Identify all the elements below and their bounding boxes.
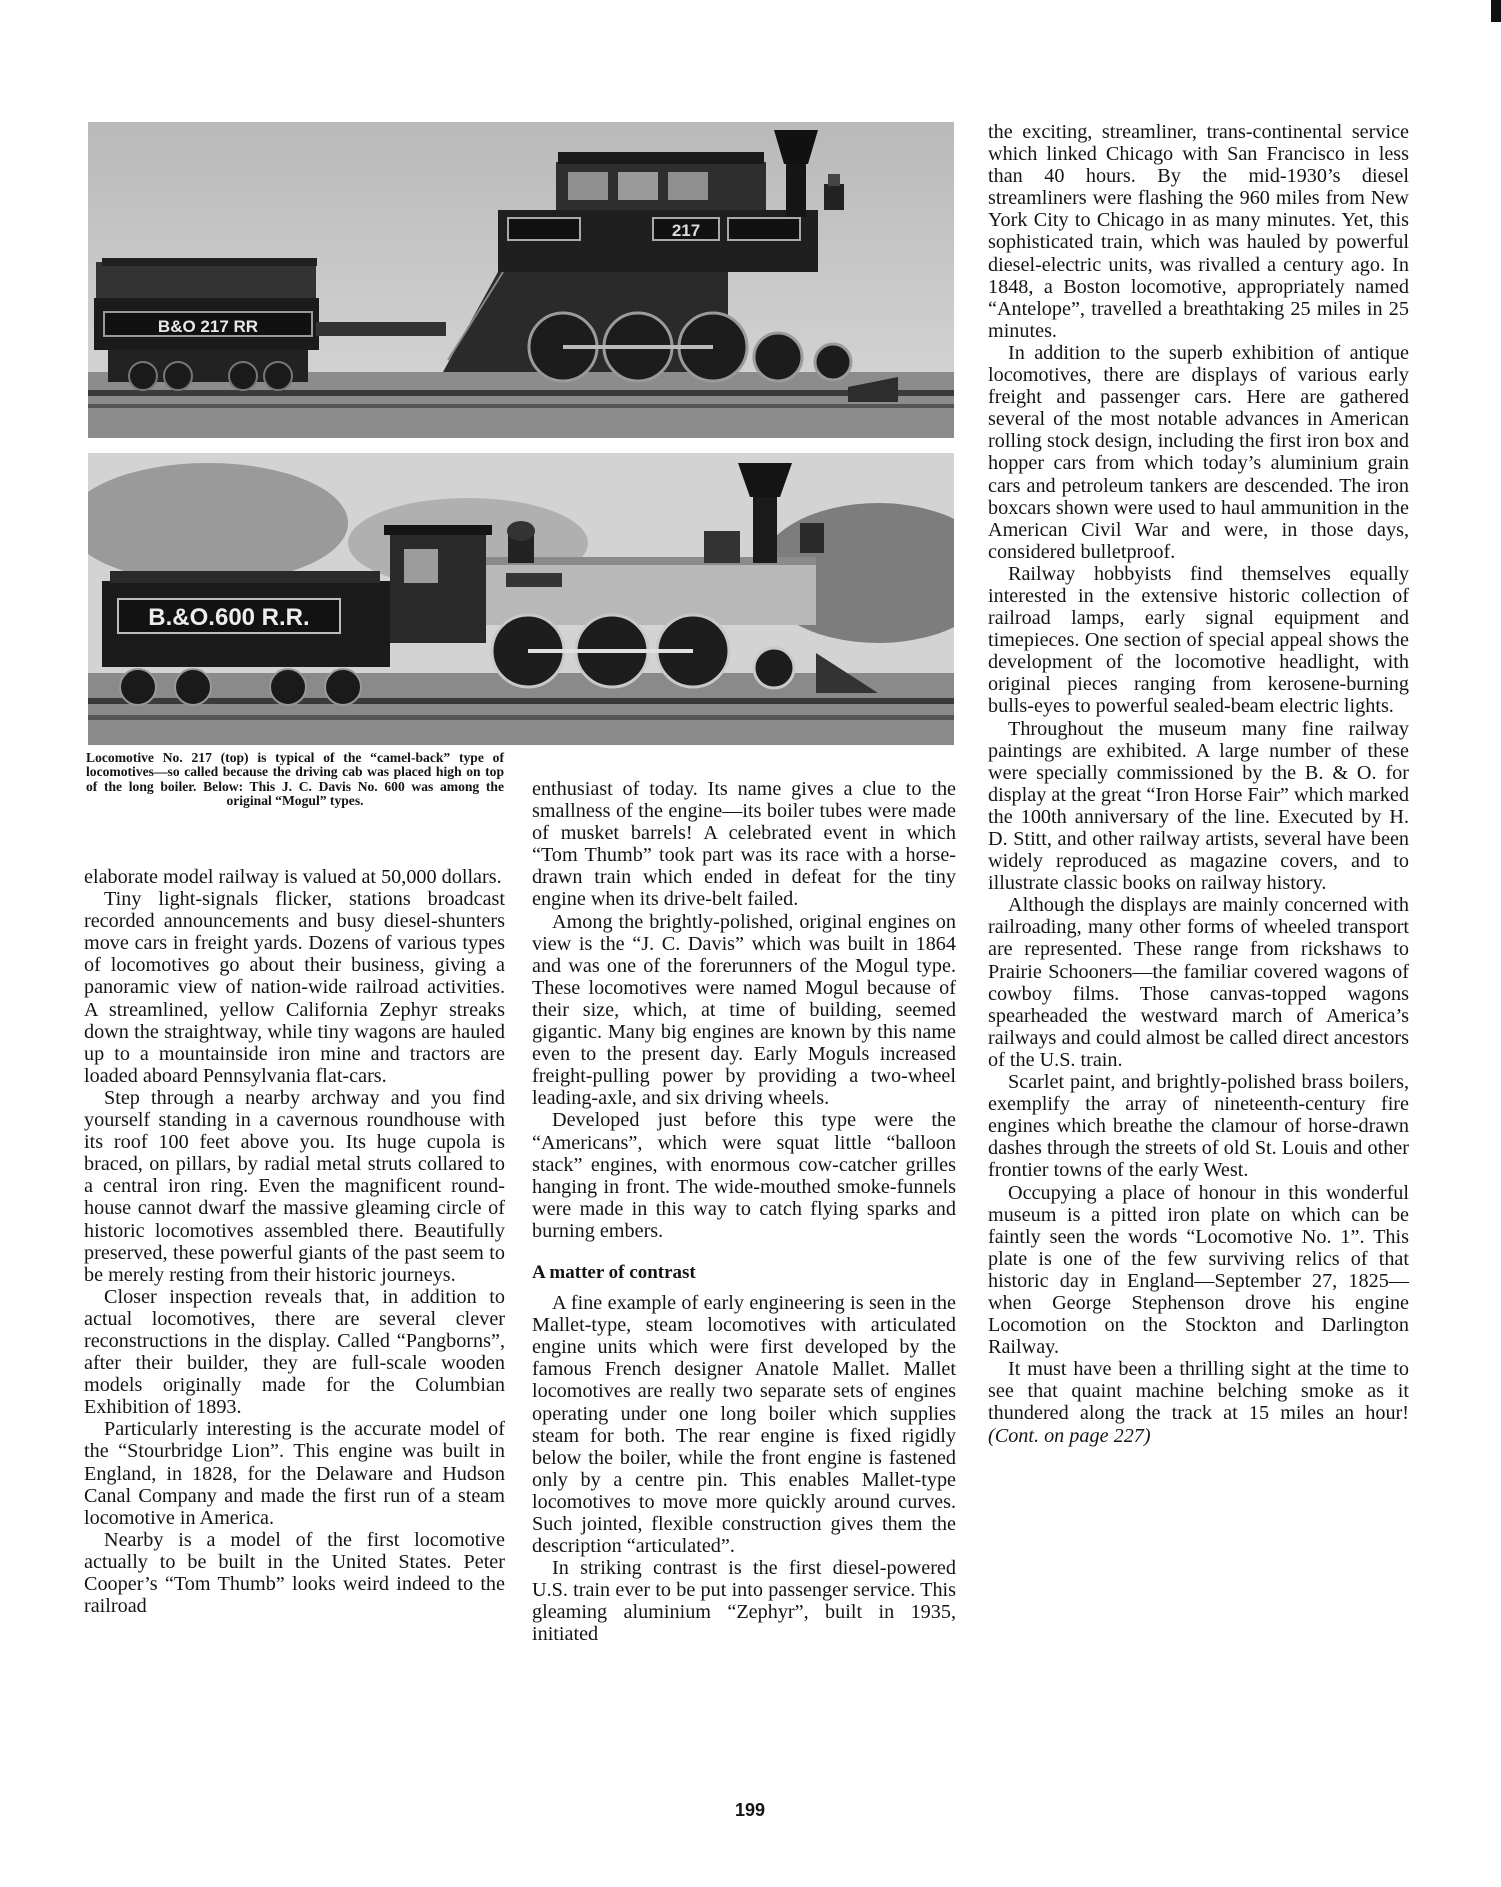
tender-plate-600: B.&O.600 R.R. — [148, 604, 310, 631]
continued-note: (Cont. on page 227) — [988, 1424, 1151, 1447]
paragraph: Particularly interesting is the accurate model of the “Stourbridge Lion”. This engine was built in England, in 1828, for the Delaware and Hudson Canal Company and made the first run of a steam locomotive in America. — [84, 1418, 505, 1529]
paragraph: Nearby is a model of the first locomotive actually to be built in the United States. Peter Cooper’s “Tom Thumb” looks weird indeed to the railroad — [84, 1528, 505, 1618]
paragraph: Although the displays are mainly concerned with railroading, many other forms of wheeled transport are represented. These range from rickshaws to Prairie Schooners—the familiar covered wagons of cowboy films. Those canvas-topped wagons spearheaded the westward march of America’s railways and could almost be called direct ancestors of the U.S. train. — [988, 894, 1409, 1071]
paragraph: Developed just before this type were the “Americans”, which were squat little “balloon stack” engines, with enormous cow-catcher grilles hanging in front. The wide-mouthed smoke-funnels were made in this way to catch flying sparks and burning embers. — [532, 1109, 956, 1242]
page-edge-mark — [1491, 0, 1501, 22]
text-column-2 — [532, 778, 956, 1646]
text-column-1 — [84, 866, 505, 1617]
paragraph: Step through a nearby archway and you find yourself standing in a cavernous roundhouse with its roof 100 feet above you. Its huge cupola is braced, on pillars, by radial metal struts collared to a central iron ring. Even the magnificent roundhouse cannot dwarf the massive gleaming circle of historic locomotives assembled there. Beautifully preserved, these powerful giants of the past seem to be merely resting from their historic journeys. — [84, 1086, 505, 1286]
paragraph-last — [988, 1358, 1409, 1446]
photo-locomotive-600 — [88, 453, 954, 745]
paragraph: enthusiast of today. Its name gives a clue to the smallness of the engine—its boiler tubes were made of musket barrels! A celebrated event in which “Tom Thumb” took part was its race with a horse-drawn train which ended in defeat for the tiny engine when its drive-belt failed. — [532, 778, 956, 911]
section-heading: A matter of contrast — [532, 1261, 696, 1283]
page-number: 199 — [734, 1800, 766, 1820]
paragraph: Among the brightly-polished, original engines on view is the “J. C. Davis” which was built in 1864 and was one of the forerunners of the Mogul type. These locomotives were named Mogul because of their size, which, at time of building, seemed gigantic. Many big engines are known by this name even to the present day. Early Moguls increased freight-pulling power by providing a two-wheel leading-axle, and six driving wheels. — [532, 910, 956, 1110]
tender-plate-217: B&O 217 RR — [157, 317, 259, 336]
paragraph: elaborate model railway is valued at 50,000 dollars. — [84, 866, 502, 888]
paragraph: Occupying a place of honour in this wonderful museum is a pitted iron plate on which can be faintly seen the words “Locomotive No. 1”. This plate is one of the few surviving relics of that historic day in England—September 27, 1825—when George Stephenson drove his engine Locomotion on the Stockton and Darlington Railway. — [988, 1181, 1409, 1359]
paragraph: Throughout the museum many fine railway paintings are exhibited. A large number of these were specially commissioned by the B. & O. for display at the great “Iron Horse Fair” which marked the 100th anniversary of the line. Executed by H. D. Stitt, and other railway artists, several have been widely reproduced as magazine covers, and to illustrate classic books on railway history. — [988, 717, 1409, 895]
paragraph: In addition to the superb exhibition of antique locomotives, there are displays of various early freight and passenger cars. Here are gathered several of the most notable advances in American rolling stock design, including the first iron box and hopper cars from which today’s aluminium grain cars and petroleum tankers are descended. The iron boxcars shown were used to haul ammunition in the American Civil War and were, in those days, considered bulletproof. — [988, 341, 1409, 563]
paragraph: Railway hobbyists find themselves equally interested in the extensive historic collection of railroad lamps, early signal equipment and timepieces. One section of special appeal shows the development of the locomotive headlight, with original pieces ranging from kerosene-burning bulls-eyes to powerful sealed-beam electric lights. — [988, 562, 1409, 718]
paragraph: the exciting, streamliner, trans-continental service which linked Chicago with San Francisco in less than 40 hours. By the mid-1930’s diesel streamliners were flashing the 960 miles from New York City to Chicago in as many minutes. Yet, this sophisticated train, which was hauled by powerful diesel-electric units, was rivalled a century ago. In 1848, a Boston locomotive, appropriately named “Antelope”, travelled a breathtaking 25 miles in 25 minutes. — [988, 121, 1409, 342]
paragraph-last-text: It must have been a thrilling sight at the time to see that quaint machine belching smoke as it thundered along the track at 15 miles an hour! — [988, 1358, 1409, 1425]
caption-text: Locomotive No. 217 (top) is typical of the “camel-back” type of locomotives—so called because the driving cab was placed high on top of the long boiler. Below: This J. C. Davis No. 600 was among the original “Mogul” types. — [86, 750, 504, 809]
photo-locomotive-217 — [88, 122, 954, 438]
paragraph: Scarlet paint, and brightly-polished brass boilers, exemplify the array of nineteenth-century fire engines which breathe the clamour of horse-drawn dashes through the streets of old St. Louis and other frontier towns of the early West. — [988, 1071, 1409, 1182]
paragraph: Closer inspection reveals that, in addition to actual locomotives, there are several clever reconstructions in the display. Called “Pangborns”, after their builder, they are full-scale wooden models originally made for the Columbian Exhibition of 1893. — [84, 1285, 505, 1419]
paragraph: In striking contrast is the first diesel-powered U.S. train ever to be put into passenger service. This gleaming aluminium “Zephyr”, built in 1935, initiated — [532, 1557, 956, 1646]
paragraph: Tiny light-signals flicker, stations broadcast recorded announcements and busy diesel-shunters move cars in freight yards. Dozens of various types of locomotives go about their business, giving a panoramic view of nation-wide railroad activities. A streamlined, yellow California Zephyr streaks down the straightway, while tiny wagons are hauled up to a mountainside iron mine and tractors are loaded aboard Pennsylvania flat-cars. — [84, 888, 505, 1087]
text-column-3 — [988, 121, 1409, 1447]
photo-caption — [86, 751, 504, 809]
paragraph: A fine example of early engineering is seen in the Mallet-type, steam locomotives with articulated engine units which were first developed by the famous French designer Anatole Mallet. Mallet locomotives are really two separate sets of engines operating under one long boiler which supplies steam for both. The rear engine is fixed rigidly below the boiler, while the front engine is fastened only by a centre pin. This enables Mallet-type locomotives to move more quickly around curves. Such jointed, flexible construction gives them the description “articulated”. — [532, 1292, 956, 1558]
cab-number-217: 217 — [671, 221, 701, 240]
